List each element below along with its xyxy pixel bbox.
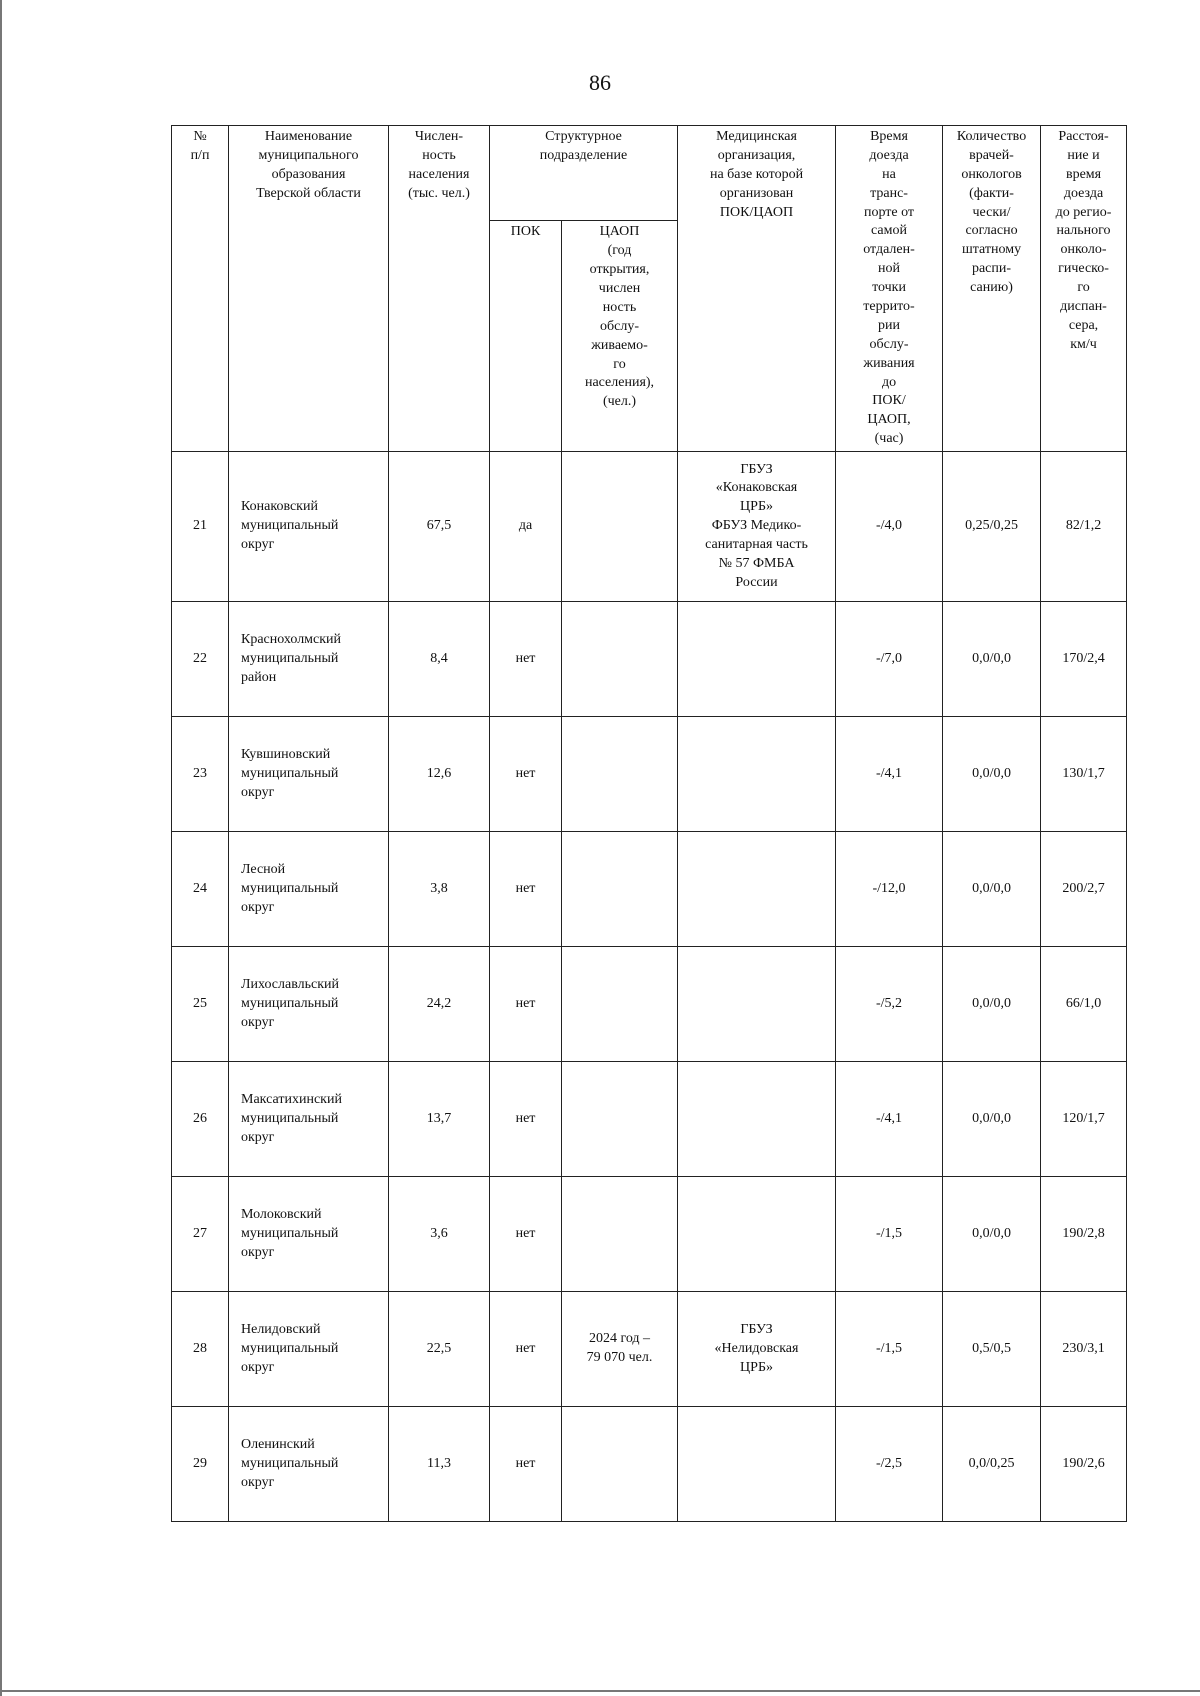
cell-caop	[562, 947, 678, 1062]
cell-caop	[562, 1062, 678, 1177]
cell-travel-time: -/1,5	[836, 1177, 943, 1292]
cell-name: Молоковский муниципальный округ	[229, 1177, 389, 1292]
cell-travel-time: -/1,5	[836, 1292, 943, 1407]
table-body	[172, 452, 1127, 1522]
cell-distance: 130/1,7	[1041, 717, 1127, 832]
cell-medical-organization	[678, 1177, 836, 1292]
cell-pok: нет	[490, 947, 562, 1062]
cell-num: 28	[172, 1292, 229, 1407]
cell-travel-time: -/2,5	[836, 1407, 943, 1522]
cell-travel-time: -/5,2	[836, 947, 943, 1062]
cell-num: 21	[172, 452, 229, 602]
scan-left-edge	[0, 0, 2, 1696]
cell-oncologists: 0,0/0,25	[943, 1407, 1041, 1522]
cell-travel-time: -/12,0	[836, 832, 943, 947]
cell-medical-organization	[678, 1062, 836, 1177]
oncology-units-table	[171, 125, 1127, 1522]
cell-caop	[562, 1407, 678, 1522]
cell-medical-organization: ГБУЗ «Нелидовская ЦРБ»	[678, 1292, 836, 1407]
cell-oncologists: 0,25/0,25	[943, 452, 1041, 602]
cell-medical-organization	[678, 602, 836, 717]
cell-distance: 66/1,0	[1041, 947, 1127, 1062]
cell-name: Конаковский муниципальный округ	[229, 452, 389, 602]
cell-caop	[562, 452, 678, 602]
cell-oncologists: 0,0/0,0	[943, 1062, 1041, 1177]
table-row	[172, 717, 1127, 832]
cell-population: 3,8	[389, 832, 490, 947]
cell-num: 29	[172, 1407, 229, 1522]
header-travel-time: Время доезда на транс- порте от самой отдален- ной точки террито- рии обслу- живания до ПОК/ ЦАОП, (час)	[836, 126, 943, 452]
table-row	[172, 1062, 1127, 1177]
cell-medical-organization	[678, 1407, 836, 1522]
page-number: 86	[589, 70, 611, 95]
cell-pok: нет	[490, 1062, 562, 1177]
cell-population: 3,6	[389, 1177, 490, 1292]
cell-population: 13,7	[389, 1062, 490, 1177]
cell-distance: 120/1,7	[1041, 1062, 1127, 1177]
table-row	[172, 602, 1127, 717]
cell-pok: нет	[490, 1407, 562, 1522]
cell-name: Лихославльский муниципальный округ	[229, 947, 389, 1062]
cell-travel-time: -/4,0	[836, 452, 943, 602]
cell-population: 8,4	[389, 602, 490, 717]
cell-num: 24	[172, 832, 229, 947]
header-population: Числен- ность населения (тыс. чел.)	[389, 126, 490, 452]
table-row	[172, 1177, 1127, 1292]
cell-travel-time: -/4,1	[836, 717, 943, 832]
cell-caop: 2024 год – 79 070 чел.	[562, 1292, 678, 1407]
cell-oncologists: 0,5/0,5	[943, 1292, 1041, 1407]
header-distance: Расстоя- ние и время доезда до регио- нального онколо- гическо- го диспан- сера, км/ч	[1041, 126, 1127, 452]
cell-oncologists: 0,0/0,0	[943, 832, 1041, 947]
table-header	[172, 126, 1127, 452]
cell-population: 12,6	[389, 717, 490, 832]
cell-num: 22	[172, 602, 229, 717]
cell-oncologists: 0,0/0,0	[943, 947, 1041, 1062]
header-structural-unit: Структурное подразделение	[490, 126, 678, 221]
cell-population: 67,5	[389, 452, 490, 602]
header-caop: ЦАОП (год открытия, числен ность обслу- живаемо- го населения), (чел.)	[562, 221, 678, 452]
cell-pok: нет	[490, 602, 562, 717]
cell-num: 25	[172, 947, 229, 1062]
cell-caop	[562, 832, 678, 947]
cell-name: Оленинский муниципальный округ	[229, 1407, 389, 1522]
table-row	[172, 947, 1127, 1062]
header-oncologists: Количество врачей- онкологов (факти- чески/ согласно штатному распи- санию)	[943, 126, 1041, 452]
scan-bottom-edge	[0, 1690, 1200, 1692]
header-medical-organization: Медицинская организация, на базе которой организован ПОК/ЦАОП	[678, 126, 836, 452]
cell-distance: 170/2,4	[1041, 602, 1127, 717]
cell-travel-time: -/4,1	[836, 1062, 943, 1177]
cell-medical-organization: ГБУЗ «Конаковская ЦРБ» ФБУЗ Медико- санитарная часть № 57 ФМБА России	[678, 452, 836, 602]
table-row	[172, 1407, 1127, 1522]
cell-name: Краснохолмский муниципальный район	[229, 602, 389, 717]
cell-distance: 190/2,6	[1041, 1407, 1127, 1522]
cell-travel-time: -/7,0	[836, 602, 943, 717]
cell-distance: 82/1,2	[1041, 452, 1127, 602]
cell-caop	[562, 1177, 678, 1292]
cell-name: Нелидовский муниципальный округ	[229, 1292, 389, 1407]
cell-num: 26	[172, 1062, 229, 1177]
cell-pok: нет	[490, 1292, 562, 1407]
cell-oncologists: 0,0/0,0	[943, 717, 1041, 832]
cell-population: 11,3	[389, 1407, 490, 1522]
header-row-top	[172, 126, 1127, 221]
cell-num: 23	[172, 717, 229, 832]
cell-medical-organization	[678, 947, 836, 1062]
header-name: Наименование муниципального образования Тверской области	[229, 126, 389, 452]
cell-pok: да	[490, 452, 562, 602]
table-row	[172, 832, 1127, 947]
cell-distance: 230/3,1	[1041, 1292, 1127, 1407]
cell-pok: нет	[490, 717, 562, 832]
cell-medical-organization	[678, 832, 836, 947]
header-pok: ПОК	[490, 221, 562, 452]
header-num: № п/п	[172, 126, 229, 452]
cell-distance: 200/2,7	[1041, 832, 1127, 947]
cell-population: 22,5	[389, 1292, 490, 1407]
cell-pok: нет	[490, 1177, 562, 1292]
cell-name: Лесной муниципальный округ	[229, 832, 389, 947]
cell-caop	[562, 717, 678, 832]
table-row	[172, 452, 1127, 602]
cell-num: 27	[172, 1177, 229, 1292]
table-row	[172, 1292, 1127, 1407]
cell-oncologists: 0,0/0,0	[943, 1177, 1041, 1292]
cell-oncologists: 0,0/0,0	[943, 602, 1041, 717]
cell-pok: нет	[490, 832, 562, 947]
cell-distance: 190/2,8	[1041, 1177, 1127, 1292]
cell-caop	[562, 602, 678, 717]
cell-name: Максатихинский муниципальный округ	[229, 1062, 389, 1177]
cell-name: Кувшиновский муниципальный округ	[229, 717, 389, 832]
cell-medical-organization	[678, 717, 836, 832]
cell-population: 24,2	[389, 947, 490, 1062]
